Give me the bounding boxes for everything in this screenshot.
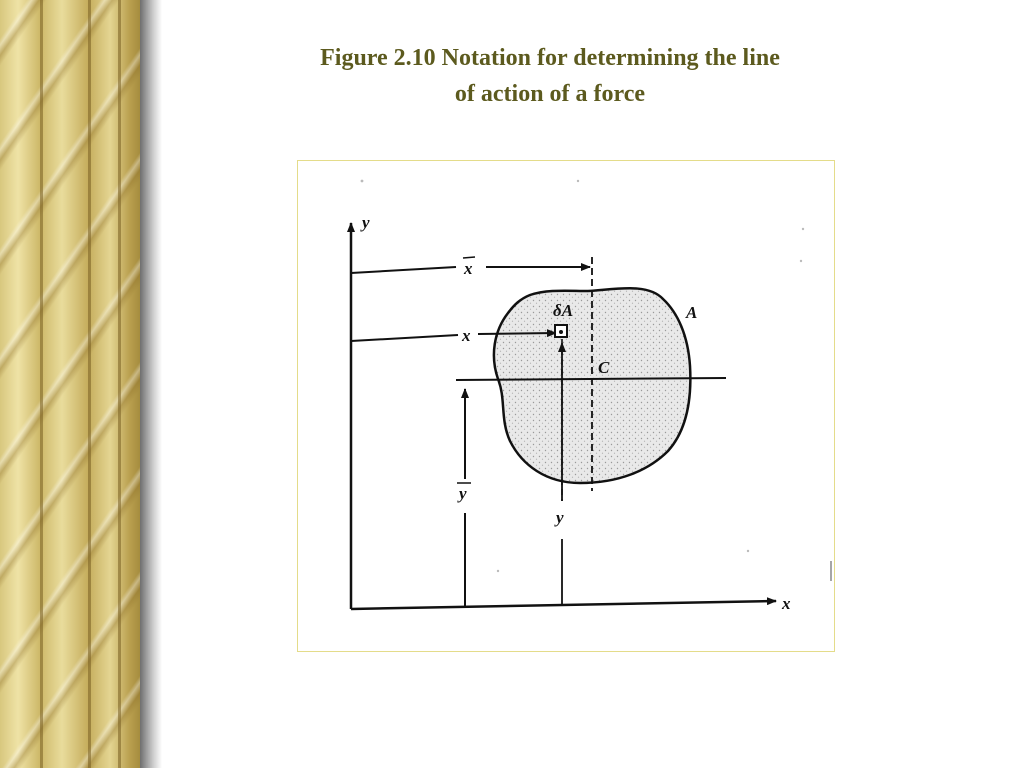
speck <box>361 180 364 183</box>
centroid-label: C <box>598 358 610 377</box>
y-bar-label: y <box>459 484 467 503</box>
speck <box>747 550 749 552</box>
element-point <box>559 330 563 334</box>
pillar-groove <box>118 0 121 768</box>
pillar-groove <box>88 0 91 768</box>
speck <box>577 180 579 182</box>
title-line-1: Figure 2.10 Notation for determining the line <box>320 45 780 71</box>
x-bar-dimension-left <box>351 267 456 273</box>
figure-frame <box>297 160 835 652</box>
x-label: x <box>462 326 471 345</box>
pillar-groove <box>40 0 43 768</box>
centroid-diagram <box>298 161 834 651</box>
x-dimension-arrow <box>478 333 556 334</box>
title-line-2: of action of a force <box>454 81 646 107</box>
speck <box>800 260 802 262</box>
y-label: y <box>556 508 564 527</box>
speck <box>497 570 499 572</box>
y-axis-label: y <box>362 213 370 232</box>
area-label: A <box>686 303 698 322</box>
pillar-shadow <box>140 0 162 768</box>
delta-a-label: δA <box>553 301 574 320</box>
x-bar-overline <box>463 257 475 258</box>
x-bar-label: x <box>464 259 473 278</box>
x-axis <box>351 601 776 609</box>
x-axis-label: x <box>782 594 791 613</box>
decorative-gold-pillar <box>0 0 140 768</box>
slide-title <box>250 40 850 112</box>
x-dimension-line <box>351 335 458 341</box>
speck <box>802 228 804 230</box>
